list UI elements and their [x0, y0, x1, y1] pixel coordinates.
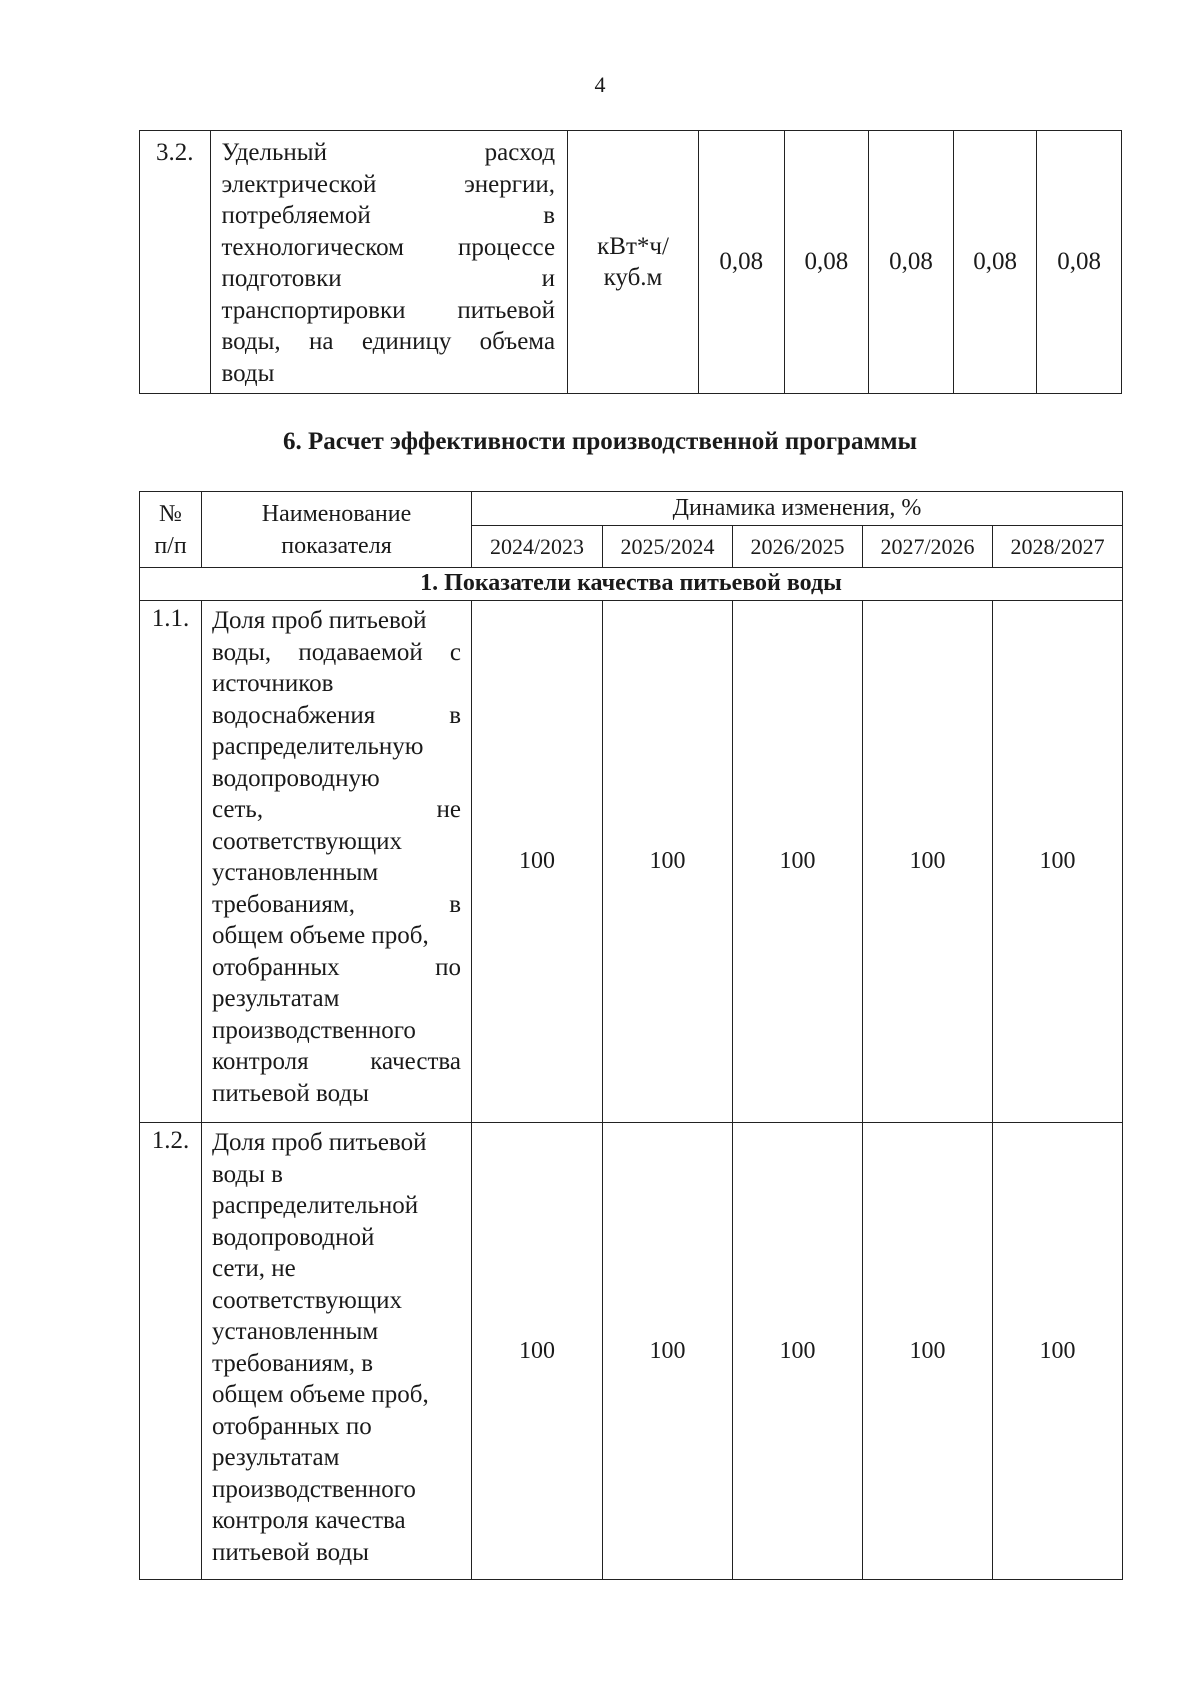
group-row — [140, 568, 1123, 601]
header-name-line: показателя — [281, 532, 392, 559]
name-line: источников — [212, 670, 334, 697]
name-line: отобранных по — [212, 953, 461, 981]
name-line: сеть, не — [212, 796, 461, 823]
unit-cell — [568, 131, 699, 394]
unit-line: кВт*ч/ — [597, 232, 669, 260]
name-line: установленным — [212, 859, 379, 886]
name-line: подготовки и — [221, 265, 556, 292]
value-cell: 100 — [863, 1123, 993, 1580]
group-title: 1. Показатели качества питьевой воды — [140, 568, 1123, 601]
name-line: распределительной — [212, 1192, 419, 1219]
header-number-line: № — [159, 500, 182, 527]
value-cell: 100 — [603, 601, 733, 1123]
name-line: общем объеме проб, — [212, 922, 429, 949]
value-cell: 100 — [472, 601, 603, 1123]
row-number: 1.1. — [140, 601, 202, 1123]
table-row — [140, 601, 1123, 1123]
value-cell: 0,08 — [1037, 131, 1122, 394]
indicator-name — [202, 601, 472, 1123]
section-title: 6. Расчет эффективности производственной программы — [282, 428, 918, 455]
name-line: соответствующих — [212, 827, 402, 855]
name-line: Удельный расход — [221, 139, 556, 166]
name-line: контроля качества — [212, 1507, 406, 1534]
header-number-line: п/п — [154, 532, 187, 559]
header-number — [140, 492, 202, 568]
header-year: 2024/2023 — [472, 526, 603, 568]
name-line: общем объеме проб, — [212, 1381, 429, 1408]
name-line: воды в — [212, 1160, 283, 1188]
name-line: результатам — [212, 985, 340, 1012]
name-line: технологическом процессе — [221, 233, 556, 261]
header-row — [140, 492, 1123, 526]
name-line: воды, подаваемой с — [212, 638, 461, 666]
value-cell: 100 — [733, 1123, 863, 1580]
name-line: отобранных по — [212, 1412, 372, 1440]
efficiency-table — [139, 491, 1123, 1580]
name-line: питьевой воды — [212, 1538, 369, 1566]
value-cell: 0,08 — [698, 131, 784, 394]
name-line: требованиям, в — [212, 890, 461, 918]
energy-consumption-table — [139, 130, 1122, 394]
value-cell: 100 — [733, 601, 863, 1123]
indicator-name — [210, 131, 568, 394]
value-cell: 100 — [863, 601, 993, 1123]
name-line: сети, не — [212, 1255, 296, 1282]
name-line: распределительную — [212, 733, 424, 760]
name-line: воды — [221, 359, 275, 387]
value-cell: 100 — [993, 1123, 1123, 1580]
name-line: водопроводную — [212, 764, 380, 792]
page-number: 4 — [594, 72, 606, 97]
name-line: Доля проб питьевой — [212, 607, 427, 634]
header-dynamics: Динамика изменения, % — [472, 492, 1123, 526]
header-year: 2025/2024 — [603, 526, 733, 568]
table-row — [140, 1123, 1123, 1580]
name-line: воды, на единицу объема — [221, 328, 556, 355]
unit-line: куб.м — [603, 264, 663, 291]
name-line: электрической энергии, — [221, 170, 556, 198]
name-line: контроля качества — [212, 1048, 461, 1075]
name-line: питьевой воды — [212, 1079, 369, 1107]
name-line: Доля проб питьевой — [212, 1129, 427, 1156]
name-line: водопроводной — [212, 1223, 375, 1251]
name-line: производственного — [212, 1016, 416, 1044]
name-line: установленным — [212, 1318, 379, 1345]
header-name-line: Наименование — [261, 500, 412, 527]
name-line: водоснабжения в — [212, 701, 461, 729]
value-cell: 0,08 — [784, 131, 869, 394]
value-cell: 100 — [603, 1123, 733, 1580]
value-cell: 100 — [472, 1123, 603, 1580]
name-line: транспортировки питьевой — [221, 296, 556, 324]
indicator-name — [202, 1123, 472, 1580]
row-number: 3.2. — [140, 131, 211, 394]
table-row — [140, 131, 1122, 394]
header-indicator-name — [202, 492, 472, 568]
value-cell: 0,08 — [953, 131, 1037, 394]
name-line: результатам — [212, 1444, 340, 1471]
row-number: 1.2. — [140, 1123, 202, 1580]
header-year: 2028/2027 — [993, 526, 1123, 568]
header-year: 2026/2025 — [733, 526, 863, 568]
value-cell: 100 — [993, 601, 1123, 1123]
name-line: потребляемой в — [221, 202, 556, 229]
name-line: производственного — [212, 1475, 416, 1503]
header-year: 2027/2026 — [863, 526, 993, 568]
name-line: требованиям, в — [212, 1349, 373, 1377]
value-cell: 0,08 — [869, 131, 954, 394]
name-line: соответствующих — [212, 1286, 402, 1314]
